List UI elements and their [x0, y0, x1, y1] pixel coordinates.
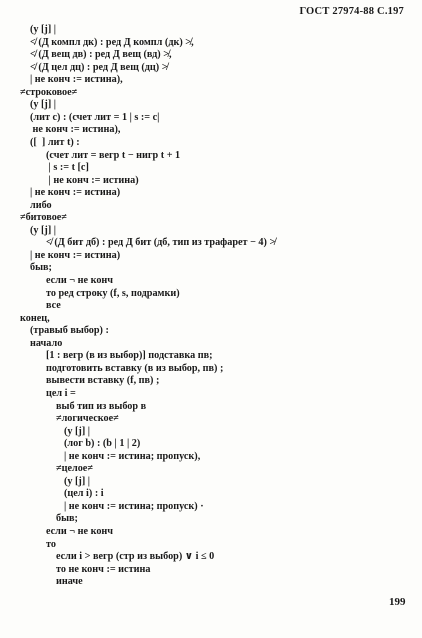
- code-line: выб тип из выбор в: [56, 400, 147, 412]
- code-line: | не конч := истина): [30, 249, 121, 261]
- code-line: либо: [30, 199, 52, 211]
- code-line: (лог b) : (b | 1 | 2): [64, 438, 141, 450]
- code-line: ≮ (Д вещ дв) : ред Д вещ (вд) ≯,: [30, 49, 172, 61]
- code-line: если ¬ не конч: [46, 275, 114, 286]
- code-line: вывести вставку (f, пв) ;: [46, 375, 160, 387]
- code-line: не конч := истина),: [30, 124, 121, 136]
- code-line: | не конч := истина): [30, 187, 121, 199]
- code-line: быв;: [30, 262, 52, 274]
- code-line: быв;: [56, 513, 78, 525]
- code-line: | не конч := истина): [46, 174, 139, 186]
- code-line: | не конч := истина; пропуск) ·: [64, 500, 204, 512]
- code-line: (лит с) : (счет лит = 1 | s := c|: [30, 111, 160, 123]
- code-line: ≮ (Д бит дб) : ред Д бит (дб, тип из трафарет − 4) ≯: [46, 237, 276, 249]
- code-line: то не конч := истина: [56, 563, 151, 575]
- code-line: (у [j] |: [64, 475, 91, 487]
- code-line: | не конч := истина; пропуск),: [64, 450, 201, 462]
- code-line: | не конч := истина),: [30, 74, 123, 86]
- code-line: конец,: [20, 312, 50, 324]
- code-line: ([ ] лит t) :: [30, 136, 80, 148]
- code-line: (счет лит = вегр t − нигр t + 1: [46, 149, 181, 161]
- code-line: то: [46, 538, 56, 550]
- code-line: (у [j] |: [30, 99, 57, 111]
- code-line: (у [j] |: [30, 224, 57, 236]
- code-line: ≠строковое≠: [20, 86, 78, 98]
- code-line: все: [46, 300, 61, 312]
- page-header: ГОСТ 27974-88 С.197: [299, 6, 404, 17]
- code-line: ≠логическое≠: [56, 413, 119, 425]
- code-line: ≮ (Д цел дц) : ред Д вещ (дц) ≯: [30, 61, 168, 73]
- code-line: (травыб выбор) :: [30, 325, 109, 337]
- code-line: подготовить вставку (в из выбор, пв) ;: [46, 362, 224, 374]
- code-line: цел i =: [46, 387, 76, 399]
- code-line: если ¬ не конч: [46, 526, 114, 537]
- code-line: то ред строку (f, s, подрамки): [46, 287, 180, 299]
- code-line: начало: [30, 337, 63, 349]
- code-line: иначе: [56, 576, 83, 588]
- code-line: | s := t [c]: [46, 162, 92, 174]
- code-line: (у [j] |: [64, 425, 91, 437]
- code-line: ≠битовое≠: [20, 212, 67, 224]
- code-line: [1 : вегр (в из выбор)] подставка пв;: [46, 350, 213, 362]
- code-line: если i > вегр (стр из выбор) ∨ i ≤ 0: [56, 551, 215, 563]
- code-line: ≮ (Д компл дк) : ред Д компл (дк) ≯,: [30, 36, 194, 48]
- code-line: (у [j] |: [30, 24, 57, 35]
- code-line: (цел i) : i: [64, 488, 104, 500]
- code-line: ≠целое≠: [56, 463, 93, 475]
- page-number: 199: [389, 596, 406, 608]
